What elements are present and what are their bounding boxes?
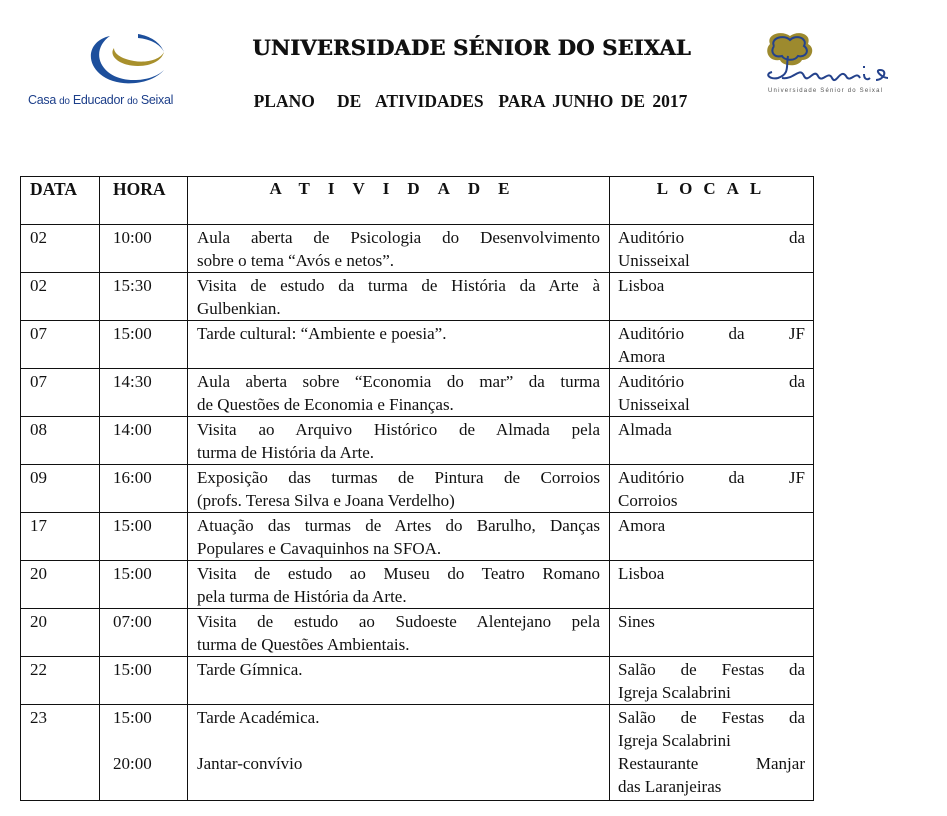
cell-atividade [188, 369, 610, 417]
atividade-line: Visita de estudo ao Sudoeste Alentejano pela [197, 612, 600, 631]
local-line: Lisboa [618, 564, 665, 583]
table-header-row [21, 177, 814, 225]
cell-atividade [188, 561, 610, 609]
cell-atividade [188, 273, 610, 321]
cell-atividade [188, 513, 610, 561]
unis-logo [760, 30, 910, 100]
table-row [21, 225, 814, 273]
entry-atividade: Jantar-convívio [197, 754, 303, 773]
cell-atividade [188, 657, 610, 705]
cell-local [610, 321, 814, 369]
cell-local [610, 417, 814, 465]
table-row [21, 369, 814, 417]
cell-hora: 15:00 [100, 561, 188, 609]
table-row [21, 609, 814, 657]
entry-local-line: Salão de Festas da [618, 708, 805, 727]
cell-local [610, 657, 814, 705]
table-row [21, 321, 814, 369]
local-line: Amora [618, 347, 666, 366]
activities-table [20, 176, 814, 801]
atividade-line: pela turma de História da Arte. [197, 587, 407, 606]
cell-data: 07 [21, 321, 100, 369]
page-title: UNIVERSIDADE SÉNIOR DO SEIXAL [252, 35, 691, 60]
table-row [21, 417, 814, 465]
atividade-line: Exposição das turmas de Pintura de Corroios [197, 468, 600, 487]
atividade-line: Aula aberta de Psicologia do Desenvolvimento [197, 228, 600, 247]
logo-caption: Casa do Educador do Seixal [28, 93, 174, 107]
local-line: Auditório da JF [618, 468, 805, 487]
cell-local [610, 705, 814, 801]
entry-hora: 20:00 [113, 754, 152, 773]
atividade-line: Aula aberta sobre “Economia do mar” da turma [197, 372, 600, 391]
cell-hora: 14:30 [100, 369, 188, 417]
atividade-line: Atuação das turmas de Artes do Barulho, Danças [197, 516, 600, 535]
atividade-line: Visita de estudo da turma de História da Arte à [197, 276, 600, 295]
atividade-line: Visita ao Arquivo Histórico de Almada pela [197, 420, 600, 439]
cell-atividade [188, 705, 610, 801]
local-line: Auditório da JF [618, 324, 805, 343]
table-row [21, 513, 814, 561]
cell-local [610, 225, 814, 273]
atividade-line: Populares e Cavaquinhos na SFOA. [197, 539, 442, 558]
cell-data: 20 [21, 561, 100, 609]
cell-hora: 15:00 [100, 513, 188, 561]
cell-data: 22 [21, 657, 100, 705]
cell-data: 17 [21, 513, 100, 561]
cell-local [610, 465, 814, 513]
page-subtitle: PLANO DE ATIVIDADES PARA JUNHO DE 2017 [253, 91, 688, 111]
atividade-line: Tarde cultural: “Ambiente e poesia”. [197, 324, 447, 343]
cell-hora [100, 705, 188, 801]
table-row [21, 465, 814, 513]
local-line: Lisboa [618, 276, 665, 295]
local-line: Auditório da [618, 228, 805, 247]
atividade-line: Visita de estudo ao Museu do Teatro Romano [197, 564, 600, 583]
atividade-line: turma de História da Arte. [197, 443, 375, 462]
cell-hora: 10:00 [100, 225, 188, 273]
local-line: Igreja Scalabrini [618, 683, 731, 702]
local-line: Salão de Festas da [618, 660, 805, 679]
table-row [21, 705, 814, 801]
atividade-line: (profs. Teresa Silva e Joana Verdelho) [197, 491, 455, 510]
cell-data: 07 [21, 369, 100, 417]
cell-hora: 14:00 [100, 417, 188, 465]
column-header-hora: HORA [100, 177, 188, 225]
cell-hora: 15:00 [100, 657, 188, 705]
local-line: Almada [618, 420, 672, 439]
cell-hora: 07:00 [100, 609, 188, 657]
table-row [21, 273, 814, 321]
cell-local [610, 369, 814, 417]
entry-local-line: Restaurante Manjar [618, 754, 805, 773]
cell-atividade [188, 225, 610, 273]
atividade-line: de Questões de Economia e Finanças. [197, 395, 454, 414]
cell-data: 02 [21, 273, 100, 321]
column-header-atividade: ATIVIDADE [188, 177, 610, 225]
cell-data: 23 [21, 705, 100, 801]
entry-hora: 15:00 [113, 708, 152, 727]
atividade-line: Tarde Gímnica. [197, 660, 303, 679]
cell-data: 08 [21, 417, 100, 465]
cell-local [610, 273, 814, 321]
local-line: Auditório da [618, 372, 805, 391]
cell-local [610, 561, 814, 609]
entry-atividade: Tarde Académica. [197, 708, 320, 727]
entry-local-line: das Laranjeiras [618, 777, 722, 796]
table-row [21, 657, 814, 705]
atividade-line: turma de Questões Ambientais. [197, 635, 410, 654]
cell-data: 20 [21, 609, 100, 657]
cell-atividade [188, 417, 610, 465]
cell-data: 02 [21, 225, 100, 273]
column-header-local: LOCAL [610, 177, 814, 225]
column-header-data: DATA [21, 177, 100, 225]
cell-hora: 16:00 [100, 465, 188, 513]
cell-hora: 15:30 [100, 273, 188, 321]
atividade-line: sobre o tema “Avós e netos”. [197, 251, 395, 270]
local-line: Unisseixal [618, 251, 690, 270]
cell-local [610, 513, 814, 561]
cell-atividade [188, 321, 610, 369]
local-line: Amora [618, 516, 666, 535]
atividade-line: Gulbenkian. [197, 299, 281, 318]
cell-hora: 15:00 [100, 321, 188, 369]
local-line: Unisseixal [618, 395, 690, 414]
tree-logo-icon [760, 30, 910, 88]
cell-data: 09 [21, 465, 100, 513]
cell-atividade [188, 465, 610, 513]
local-line: Corroios [618, 491, 678, 510]
entry-local-line: Igreja Scalabrini [618, 731, 731, 750]
table-row [21, 561, 814, 609]
logo-caption: Universidade Sénior do Seixal [768, 88, 884, 94]
local-line: Sines [618, 612, 655, 631]
cell-atividade [188, 609, 610, 657]
cell-local [610, 609, 814, 657]
